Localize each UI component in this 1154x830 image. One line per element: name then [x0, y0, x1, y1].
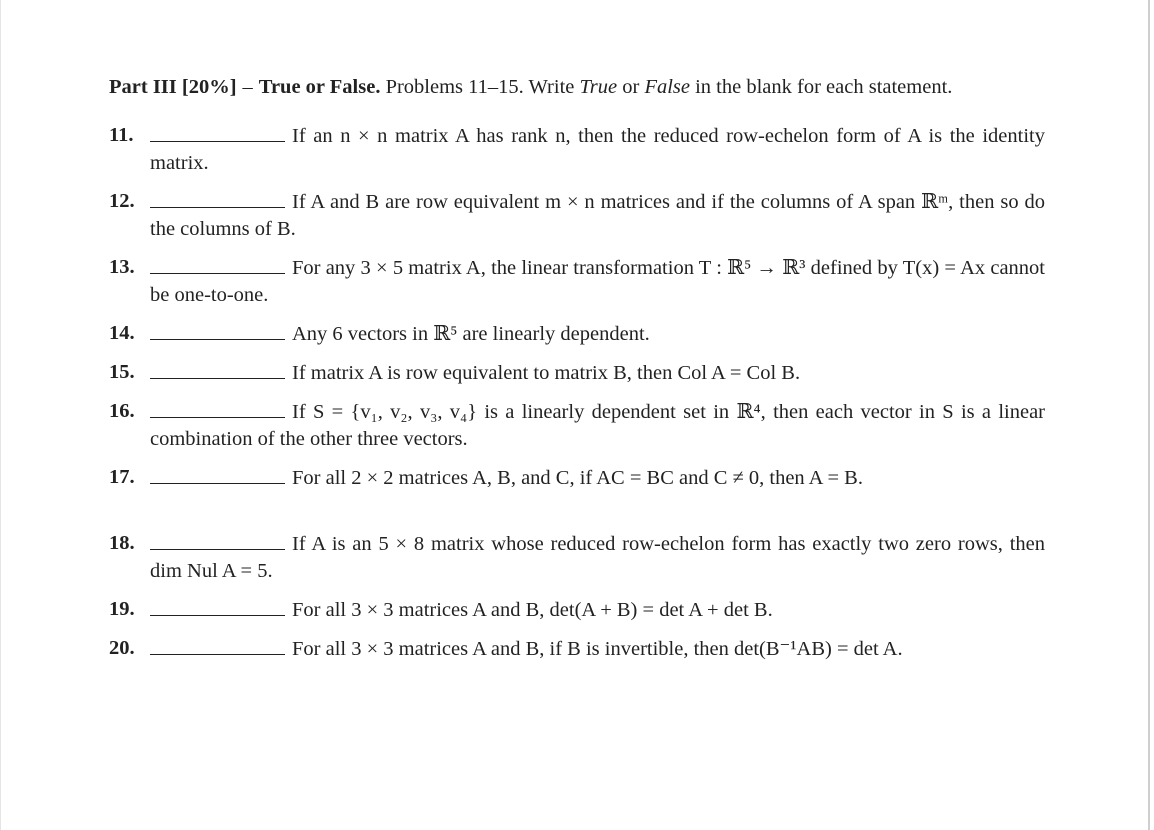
problem-13 [109, 254, 1045, 309]
problem-number: 20. [109, 637, 135, 659]
problem-18 [109, 530, 1045, 585]
answer-blank-15[interactable] [150, 359, 285, 379]
answer-blank-11[interactable] [150, 122, 285, 142]
problem-number: 15. [109, 361, 135, 383]
problem-text: For all 3 × 3 matrices A and B, if B is invertible, then det(B⁻¹AB) = det A. [292, 638, 903, 660]
section-intro [109, 74, 1045, 101]
answer-blank-17[interactable] [150, 464, 285, 484]
problem-text: For all 2 × 2 matrices A, B, and C, if AC = BC and C ≠ 0, then A = B. [292, 467, 863, 489]
problem-text: For any 3 × 5 matrix A, the linear transformation T : ℝ⁵ → ℝ³ defined by T(x) = Ax cannot be one-to-one. [150, 257, 1045, 306]
problem-text: If matrix A is row equivalent to matrix B, then Col A = Col B. [292, 362, 801, 384]
problem-text: If an n × n matrix A has rank n, then the reduced row-echelon form of A is the identity matrix. [150, 125, 1045, 174]
problem-text: For all 3 × 3 matrices A and B, det(A + B) = det A + det B. [292, 599, 773, 621]
problem-19 [109, 596, 1045, 624]
problem-text: Any 6 vectors in ℝ⁵ are linearly dependent. [292, 323, 650, 345]
problems-range: Problems 11–15. Write [385, 76, 575, 98]
problem-11 [109, 122, 1045, 177]
answer-blank-18[interactable] [150, 530, 285, 550]
problem-number: 16. [109, 400, 135, 422]
problem-12 [109, 188, 1045, 243]
problem-number: 11. [109, 124, 134, 146]
answer-blank-16[interactable] [150, 398, 285, 418]
part-label: Part III [20%] [109, 76, 237, 98]
problem-number: 12. [109, 190, 135, 212]
spacer [109, 503, 1045, 530]
exam-section [109, 74, 1045, 674]
problem-number: 14. [109, 322, 135, 344]
answer-blank-13[interactable] [150, 254, 285, 274]
true-word: True [579, 76, 618, 98]
answer-blank-14[interactable] [150, 320, 285, 340]
instructions-rest: in the blank for each statement. [695, 76, 953, 98]
section-kind: True or False. [258, 76, 381, 98]
problem-number: 17. [109, 466, 135, 488]
answer-blank-20[interactable] [150, 635, 285, 655]
problem-text: If A is an 5 × 8 matrix whose reduced row-echelon form has exactly two zero rows, then dim Nul A = 5. [150, 533, 1045, 582]
problem-number: 13. [109, 256, 135, 278]
problem-16 [109, 398, 1045, 453]
false-word: False [644, 76, 690, 98]
problem-number: 19. [109, 598, 135, 620]
or-word: or [622, 76, 640, 98]
dash: – [242, 76, 253, 98]
problem-17 [109, 464, 1045, 492]
problem-text: If S = {v₁, v₂, v₃, v₄} is a linearly dependent set in ℝ⁴, then each vector in S is a linear combination of the other three vectors. [150, 401, 1045, 450]
problem-14 [109, 320, 1045, 348]
answer-blank-19[interactable] [150, 596, 285, 616]
problem-number: 18. [109, 532, 135, 554]
answer-blank-12[interactable] [150, 188, 285, 208]
problem-15 [109, 359, 1045, 387]
problem-text: If A and B are row equivalent m × n matrices and if the columns of A span ℝᵐ, then so do the columns of B. [150, 191, 1045, 240]
problem-20 [109, 635, 1045, 663]
